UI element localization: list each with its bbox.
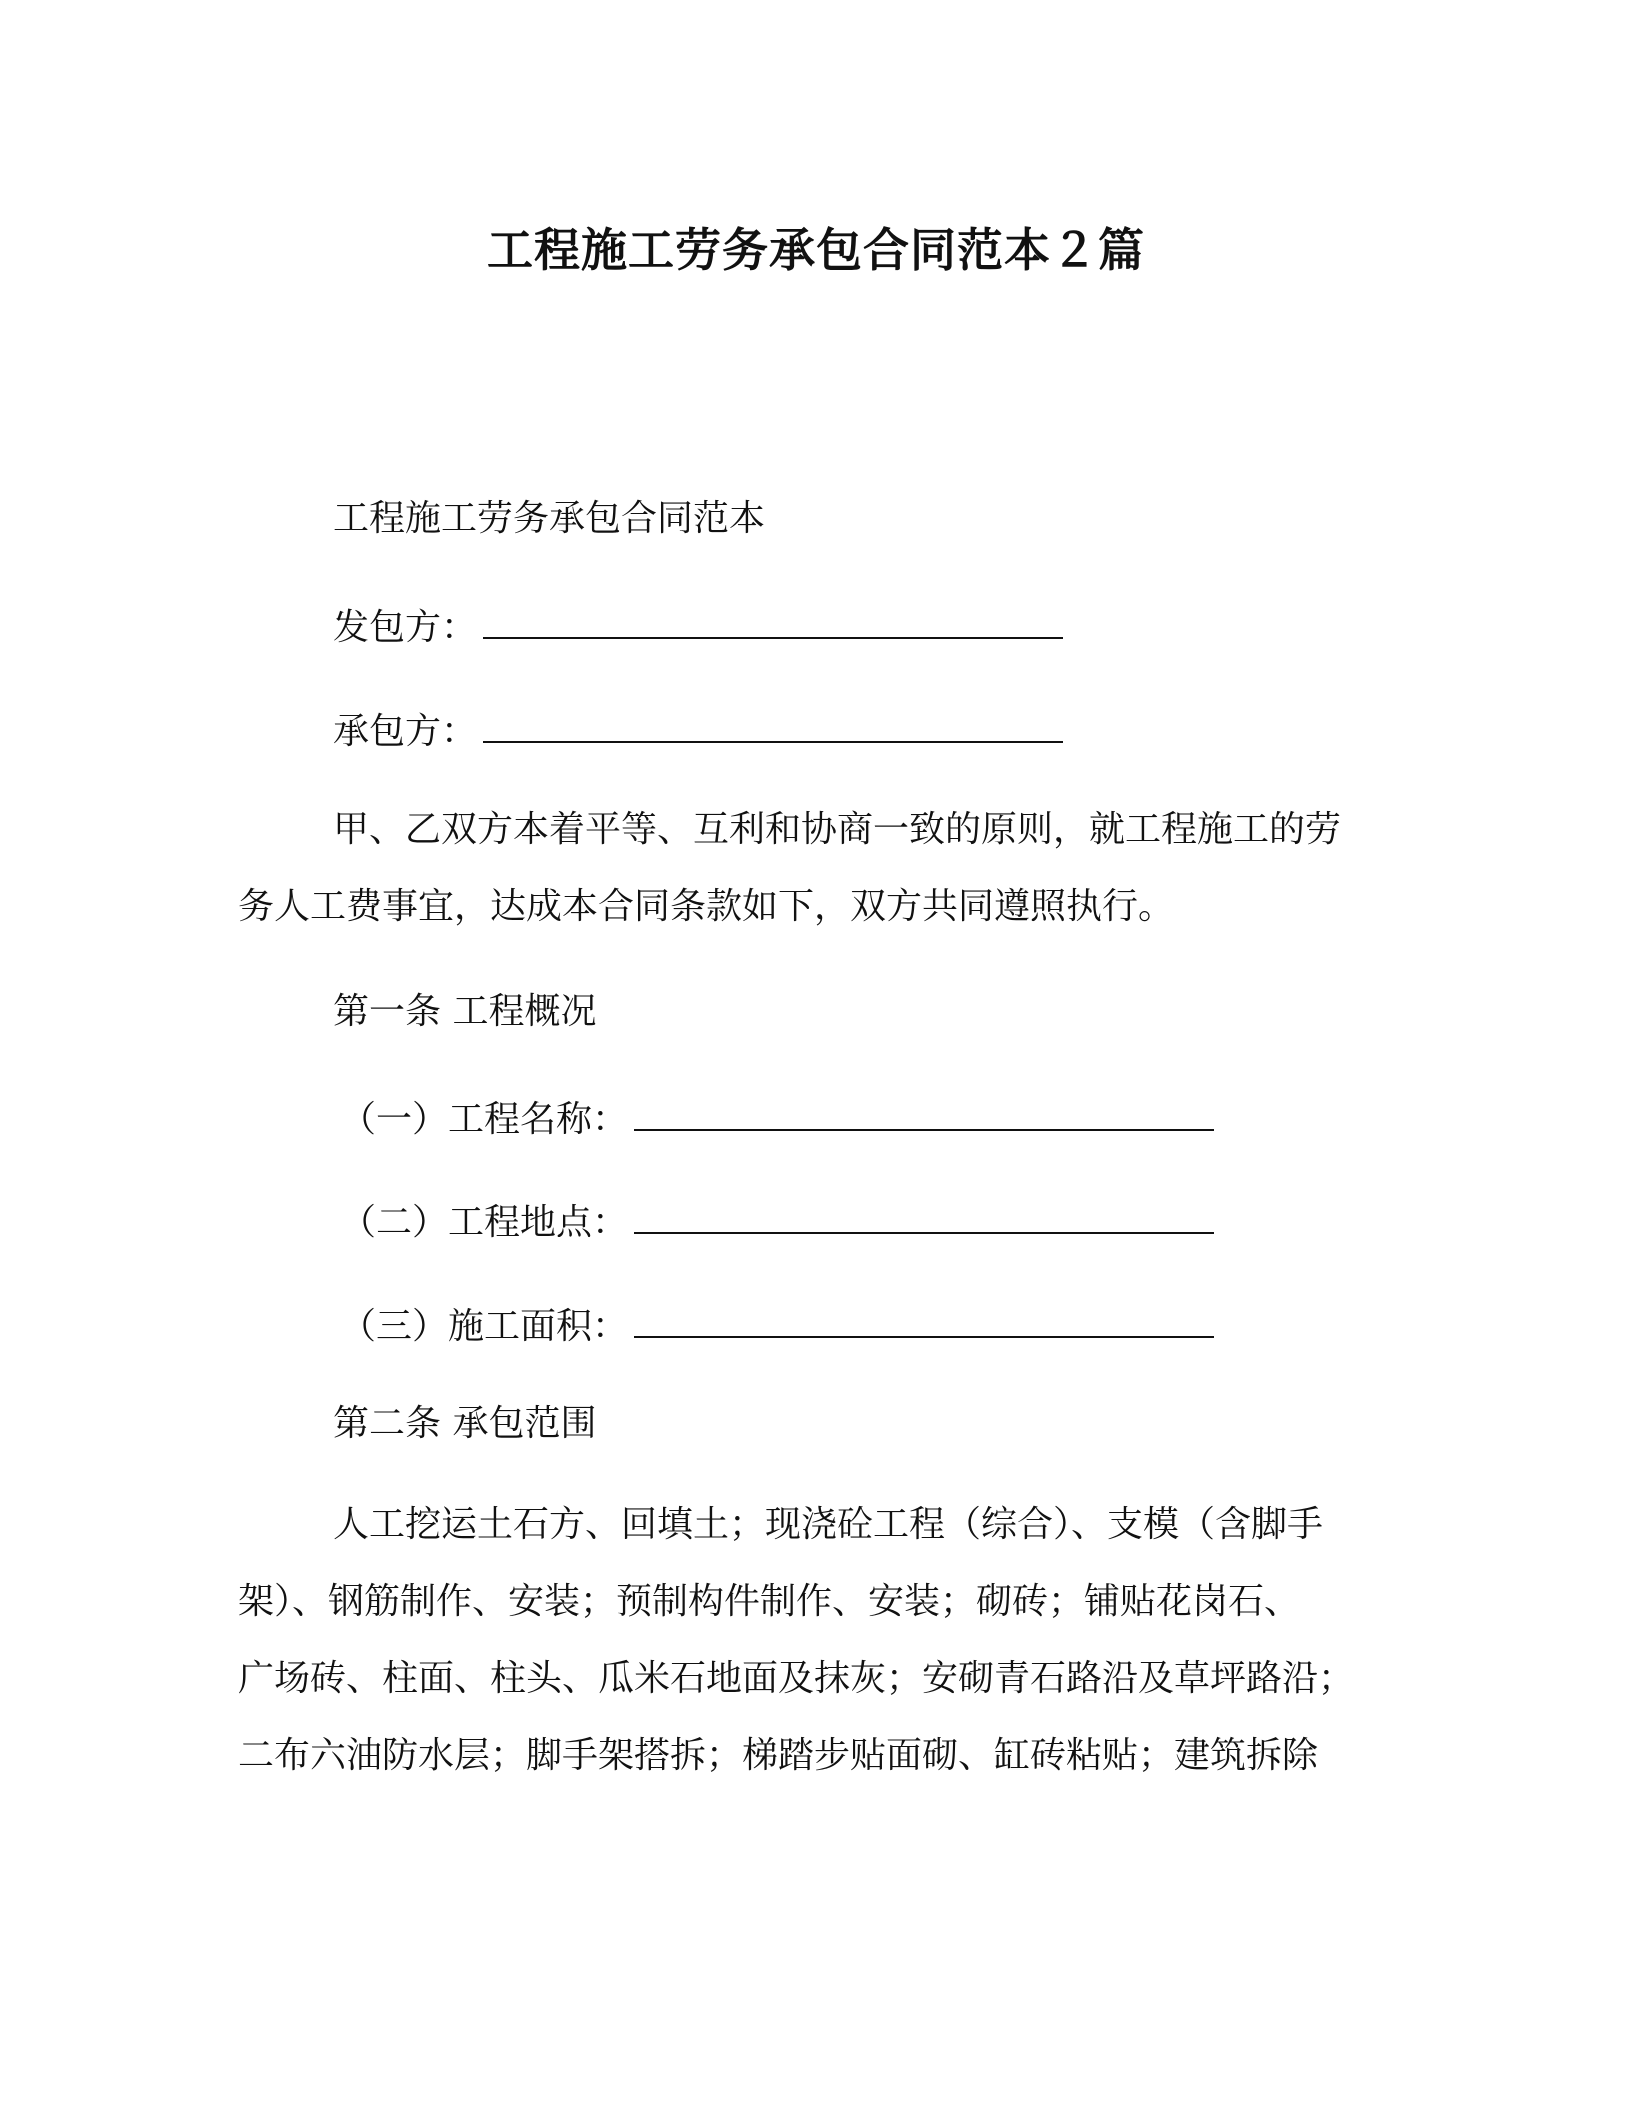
- article-2-heading: 第二条 承包范围: [333, 1403, 597, 1444]
- intro-line-1: 甲、乙双方本着平等、互利和协商一致的原则，就工程施工的劳: [333, 809, 1342, 850]
- project-location-row: [340, 1198, 1214, 1245]
- intro-line-2: 务人工费事宜，达成本合同条款如下，双方共同遵照执行。: [238, 886, 1175, 927]
- party-b-label: 承包方：: [333, 711, 478, 752]
- construction-area-row: [340, 1302, 1214, 1349]
- party-a-label: 发包方：: [333, 607, 478, 648]
- scope-line-2: 架）、钢筋制作、安装；预制构件制作、安装；砌砖；铺贴花岗石、: [238, 1581, 1301, 1622]
- document-title: 工程施工劳务承包合同范本２篇: [487, 223, 1145, 277]
- scope-line-4: 二布六油防水层；脚手架搭拆；梯踏步贴面砌、缸砖粘贴；建筑拆除: [238, 1735, 1319, 1776]
- project-name-blank: [634, 1095, 1214, 1131]
- project-name-row: [340, 1095, 1214, 1142]
- article-1-heading: 第一条 工程概况: [333, 991, 597, 1032]
- project-location-label: （二）工程地点：: [340, 1202, 629, 1243]
- contract-subtitle: 工程施工劳务承包合同范本: [333, 498, 766, 539]
- party-a-blank: [483, 603, 1063, 639]
- party-b-row: [333, 707, 1063, 754]
- construction-area-blank: [634, 1302, 1214, 1338]
- party-b-blank: [483, 707, 1063, 743]
- construction-area-label: （三）施工面积：: [340, 1306, 629, 1347]
- party-a-row: [333, 603, 1063, 650]
- project-location-blank: [634, 1198, 1214, 1234]
- scope-line-3: 广场砖、柱面、柱头、瓜米石地面及抹灰；安砌青石路沿及草坪路沿；: [238, 1658, 1355, 1699]
- scope-line-1: 人工挖运土石方、回填土；现浇砼工程（综合）、支模（含脚手: [333, 1504, 1324, 1545]
- project-name-label: （一）工程名称：: [340, 1099, 629, 1140]
